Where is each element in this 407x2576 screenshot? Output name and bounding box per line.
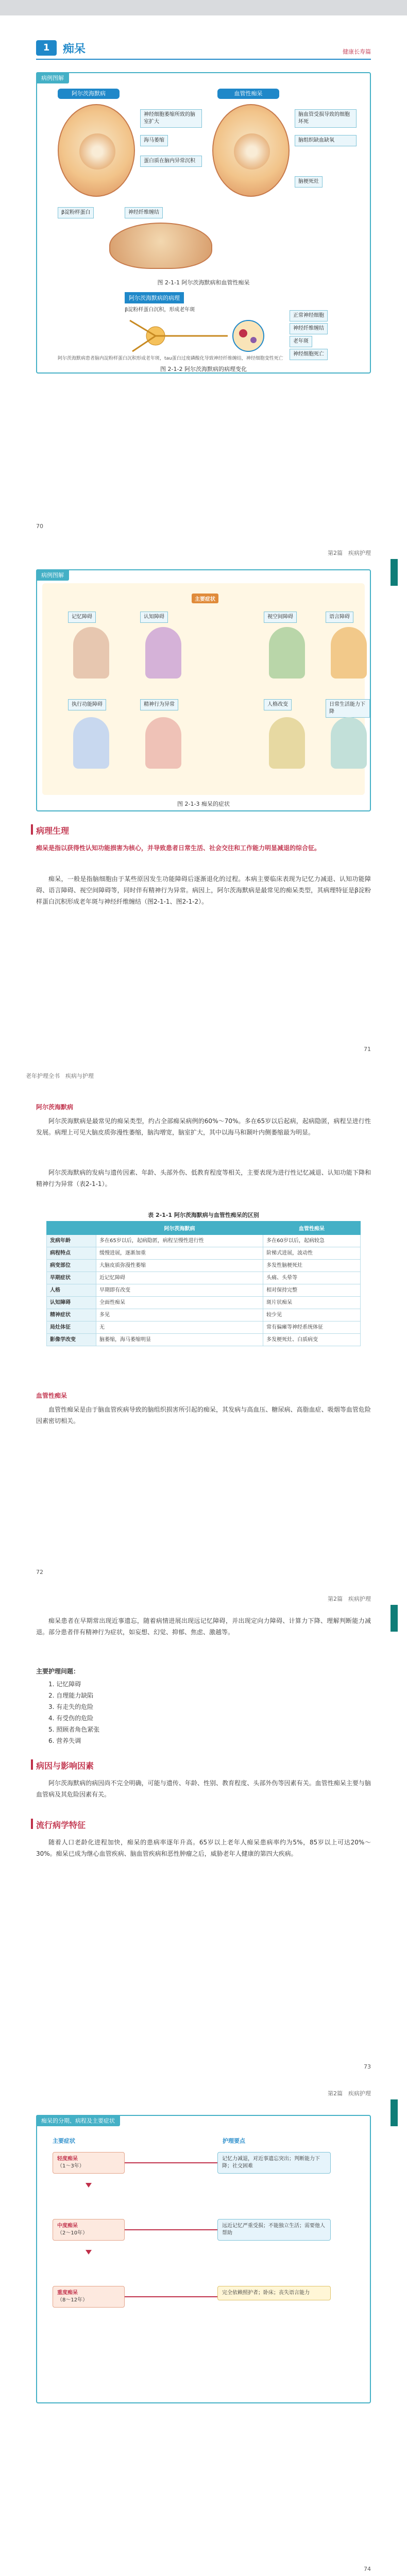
subsection-2: 血管性痴呆 xyxy=(36,1392,67,1399)
detail-sub: β淀粉样蛋白沉积，形成老年斑 xyxy=(125,307,195,313)
header-right: 健康长寿篇 xyxy=(343,48,371,55)
row-header: 局灶体征 xyxy=(47,1321,96,1334)
chapter-rule xyxy=(36,59,371,60)
stage-name: 轻度痴呆 xyxy=(57,2156,78,2162)
table-row xyxy=(47,1235,361,1247)
list-title: 主要护理问题： xyxy=(36,1668,80,1675)
elder-figure-4 xyxy=(331,627,367,679)
table-cell: 脑萎缩，海马萎缩明显 xyxy=(96,1334,263,1346)
elder-figure-2 xyxy=(145,627,181,679)
list-item: 3. 有走失的危险 xyxy=(48,1703,94,1710)
figure-tag: 病例图解 xyxy=(36,72,69,83)
highlight: 痴呆是指以获得性认知功能损害为核心，并导致患者日常生活、社会交往和工作能力明显减退的综合征。 xyxy=(36,844,321,852)
label-vascular: 脑血管受损导致的细胞坏死 xyxy=(295,109,357,128)
page-number: 71 xyxy=(364,1046,371,1053)
list-item: 5. 照顾者角色紧张 xyxy=(48,1726,100,1733)
label-ischemia: 脑组织缺血缺氧 xyxy=(295,135,357,146)
label-protein: 蛋白质在脑内异常沉积 xyxy=(140,156,202,167)
page-3 xyxy=(0,1061,407,1584)
table-row xyxy=(47,1321,361,1334)
care-col-title: 护理要点 xyxy=(223,2138,245,2144)
figure-3 xyxy=(36,569,371,811)
arrow-down xyxy=(86,2183,92,2188)
table-header: 血管性痴呆 xyxy=(263,1222,361,1235)
list-item: 6. 营养失调 xyxy=(48,1737,81,1744)
table-title: 表 2-1-1 阿尔茨海默病与血管性痴呆的区别 xyxy=(148,1212,259,1218)
symptom-personality: 人格改变 xyxy=(264,699,292,710)
symptom-language: 语言障碍 xyxy=(326,612,353,623)
label-amyloid: β淀粉样蛋白 xyxy=(58,207,94,218)
table-row xyxy=(47,1260,361,1272)
mini-title: 主要症状 xyxy=(192,594,218,603)
table-cell: 头痛、头晕等 xyxy=(263,1272,361,1284)
label-plaque: 老年斑 xyxy=(290,336,312,347)
caption-2: 图 2-1-2 阿尔茨海默病的病理变化 xyxy=(160,366,247,372)
table-cell: 较少见 xyxy=(263,1309,361,1321)
row-header: 病程特点 xyxy=(47,1247,96,1260)
section-title-1: 病因与影响因素 xyxy=(36,1761,94,1771)
row-header: 认知障碍 xyxy=(47,1297,96,1309)
table-cell: 多在65岁以后，起病隐匿，病程呈慢性进行性 xyxy=(96,1235,263,1247)
elder-figure-6 xyxy=(145,717,181,769)
elder-figure-5 xyxy=(73,717,109,769)
connector xyxy=(125,2229,217,2230)
table-cell: 多在60岁以后，起病较急 xyxy=(263,1235,361,1247)
paragraph: 痴呆，一般是指脑细胞由于某些原因发生功能障碍后逐渐退化的过程。本病主要临床表现为记忆力减退、认知功能障碍、语言障碍、视空间障碍等，同时伴有精神行为异常。病因上，阿尔茨海默病是最常见的痴呆类型，其病理特征是β淀粉样蛋白沉积形成老年斑与神经纤维缠结（图2-1-1、图2-1-2）。 xyxy=(36,875,371,905)
table-cell: 相对保持完整 xyxy=(263,1284,361,1297)
ventricle xyxy=(79,133,115,170)
label-normal-neuron: 正常神经细胞 xyxy=(290,310,328,321)
care-severe: 完全依赖照护者；卧床；丧失语言能力 xyxy=(217,2286,331,2300)
header: 第2篇 疾病护理 xyxy=(328,550,371,556)
symptom-col-title: 主要症状 xyxy=(53,2138,75,2144)
stage-duration: （8～12年） xyxy=(57,2297,88,2303)
section-bar xyxy=(31,1759,33,1770)
table-cell: 大脑皮质弥漫性萎缩 xyxy=(96,1260,263,1272)
stage-duration: （2～10年） xyxy=(57,2230,88,2236)
row-header: 病变部位 xyxy=(47,1260,96,1272)
chapter-title: 痴呆 xyxy=(63,42,86,56)
brain-section-illustration xyxy=(109,223,212,269)
stage-severe xyxy=(53,2286,125,2308)
elder-figure-1 xyxy=(73,627,109,679)
stage-moderate xyxy=(53,2219,125,2241)
label-tangle-2: 神经纤维缠结 xyxy=(290,323,328,334)
stage-figure xyxy=(36,2115,371,2403)
table-cell: 阶梯式进展，波动性 xyxy=(263,1247,361,1260)
page-4 xyxy=(0,1584,407,2079)
table-cell: 全面性痴呆 xyxy=(96,1297,263,1309)
table-row xyxy=(47,1334,361,1346)
label-tangle: 神经纤维缠结 xyxy=(125,207,163,218)
table-row xyxy=(47,1297,361,1309)
elder-figure-3 xyxy=(269,627,305,679)
row-header: 人格 xyxy=(47,1284,96,1297)
paragraph-1: 阿尔茨海默病是最常见的痴呆类型，约占全部痴呆病例的60%～70%。多在65岁以后起病，起病隐匿，病程呈进行性发展。病理上可见大脑皮质弥漫性萎缩，脑沟增宽，脑室扩大，其中以海马和颞叶内侧萎缩最为明显。 xyxy=(36,1117,371,1136)
stage-name: 重度痴呆 xyxy=(57,2290,78,2296)
page-2 xyxy=(0,538,407,1061)
header: 第2篇 疾病护理 xyxy=(328,1596,371,1602)
symptom-cognition: 认知障碍 xyxy=(140,612,168,623)
table-cell: 常有偏瘫等神经系统体征 xyxy=(263,1321,361,1334)
side-tab xyxy=(391,559,398,586)
header: 老年护理全书 疾病与护理 xyxy=(26,1073,94,1079)
label-infarct: 脑梗死灶 xyxy=(295,176,323,188)
section-title: 病理生理 xyxy=(36,826,70,836)
figure-tag: 痴呆的分期、病程及主要症状 xyxy=(36,2115,120,2126)
connector xyxy=(125,2296,217,2297)
section-bar xyxy=(31,824,33,835)
table-row xyxy=(47,1284,361,1297)
paragraph-1: 痴呆患者在早期常出现近事遗忘，随着病情进展出现远记忆障碍，并出现定向力障碍、计算力下降、理解判断能力减退。部分患者伴有精神行为症状，如妄想、幻觉、抑郁、焦虑、激越等。 xyxy=(36,1617,371,1636)
page-1 xyxy=(0,15,407,538)
page-5 xyxy=(0,2079,407,2576)
label-dead-neuron: 神经细胞死亡 xyxy=(290,349,328,360)
arrow-down xyxy=(86,2250,92,2255)
row-header: 发病年龄 xyxy=(47,1235,96,1247)
symptom-memory: 记忆障碍 xyxy=(68,612,96,623)
elder-figure-8 xyxy=(331,717,367,769)
table-cell: 早期即有改变 xyxy=(96,1284,263,1297)
stage-name: 中度痴呆 xyxy=(57,2223,78,2229)
symptom-behavior: 精神行为异常 xyxy=(140,699,178,710)
brain-right-illustration xyxy=(212,104,290,197)
care-mild: 记忆力减退，对近事遗忘突出；判断能力下降；社交困难 xyxy=(217,2152,331,2174)
panel-left-header: 阿尔茨海默病 xyxy=(58,89,120,99)
stage-mild xyxy=(53,2152,125,2174)
page-number: 73 xyxy=(364,2063,371,2070)
table-row xyxy=(47,1309,361,1321)
brain-left-illustration xyxy=(58,104,135,197)
page-number: 72 xyxy=(36,1569,43,1575)
care-moderate: 远近记忆严重受损；不能独立生活；需要他人帮助 xyxy=(217,2219,331,2241)
table-row xyxy=(47,1247,361,1260)
table-cell: 多见 xyxy=(96,1309,263,1321)
table-cell: 斑片状痴呆 xyxy=(263,1297,361,1309)
page-number: 74 xyxy=(364,2566,371,2572)
neuron-illustration xyxy=(125,315,279,357)
caption-1: 图 2-1-1 阿尔茨海默病和血管性痴呆 xyxy=(157,279,250,286)
table-cell: 无 xyxy=(96,1321,263,1334)
figure-tag: 病例图解 xyxy=(36,569,69,581)
table-cell: 近记忆障碍 xyxy=(96,1272,263,1284)
paragraph-2: 阿尔茨海默病的发病与遗传因素、年龄、头部外伤、低教育程度等相关，主要表现为进行性记忆减退、认知功能下降和精神行为异常（表2-1-1）。 xyxy=(36,1169,371,1188)
detail-title: 阿尔茨海默病的病理 xyxy=(125,292,184,303)
side-tab xyxy=(391,2099,398,2126)
label-ventricle: 神经细胞萎缩所致的脑室扩大 xyxy=(140,109,202,128)
side-tab xyxy=(391,1605,398,1632)
header: 第2篇 疾病护理 xyxy=(328,2090,371,2097)
page-number: 70 xyxy=(36,523,43,530)
table-header xyxy=(47,1222,96,1235)
figure-1 xyxy=(36,72,371,374)
table-cell: 多发性脑梗死灶 xyxy=(263,1260,361,1272)
paragraph-3: 随着人口老龄化进程加快，痴呆的患病率逐年升高。65岁以上老年人痴呆患病率约为5%，85岁以上可达20%～30%。痴呆已成为继心血管疾病、脑血管疾病和恶性肿瘤之后，威胁老年人健康的第四大疾病。 xyxy=(36,1839,371,1857)
table-cell: 多发梗死灶、白质病变 xyxy=(263,1334,361,1346)
elder-figure-7 xyxy=(269,717,305,769)
list-item: 1. 记忆障碍 xyxy=(48,1681,81,1688)
ventricle xyxy=(234,133,270,170)
stage-duration: （1～3年） xyxy=(57,2163,84,2169)
row-header: 精神症状 xyxy=(47,1309,96,1321)
caption: 图 2-1-3 痴呆的症状 xyxy=(177,801,230,807)
comparison-table xyxy=(46,1221,361,1346)
connector xyxy=(125,2162,217,2163)
symptom-adl: 日常生活能力下降 xyxy=(326,699,370,718)
subsection-1: 阿尔茨海默病 xyxy=(36,1104,74,1111)
row-header: 影像学改变 xyxy=(47,1334,96,1346)
table-header-row xyxy=(47,1222,361,1235)
paragraph-2: 阿尔茨海默病的病因尚不完全明确，可能与遗传、年龄、性别、教育程度、头部外伤等因素有关。血管性痴呆主要与脑血管病及其危险因素有关。 xyxy=(36,1780,371,1798)
panel-right-header: 血管性痴呆 xyxy=(217,89,279,99)
list-item: 2. 自理能力缺陷 xyxy=(48,1692,94,1699)
section-bar xyxy=(31,1819,33,1829)
list-item: 4. 有受伤的危险 xyxy=(48,1715,94,1722)
symptom-visuospatial: 视空间障碍 xyxy=(264,612,297,623)
section-title-2: 流行病学特征 xyxy=(36,1820,86,1830)
table-row xyxy=(47,1272,361,1284)
table-header: 阿尔茨海默病 xyxy=(96,1222,263,1235)
paragraph-3: 血管性痴呆是由于脑血管疾病导致的脑组织损害所引起的痴呆，其发病与高血压、糖尿病、高脂血症、吸烟等血管危险因素密切相关。 xyxy=(36,1406,371,1425)
symptom-executive: 执行功能障碍 xyxy=(68,699,106,710)
note: 阿尔茨海默病患者脑内淀粉样蛋白沉积形成老年斑，tau蛋白过度磷酸化导致神经纤维缠结，神经细胞变性死亡 xyxy=(58,356,283,361)
table-cell: 缓慢进展，逐渐加重 xyxy=(96,1247,263,1260)
chapter-badge: 1 xyxy=(36,40,57,56)
row-header: 早期症状 xyxy=(47,1272,96,1284)
label-hippocampus: 海马萎缩 xyxy=(140,135,168,146)
